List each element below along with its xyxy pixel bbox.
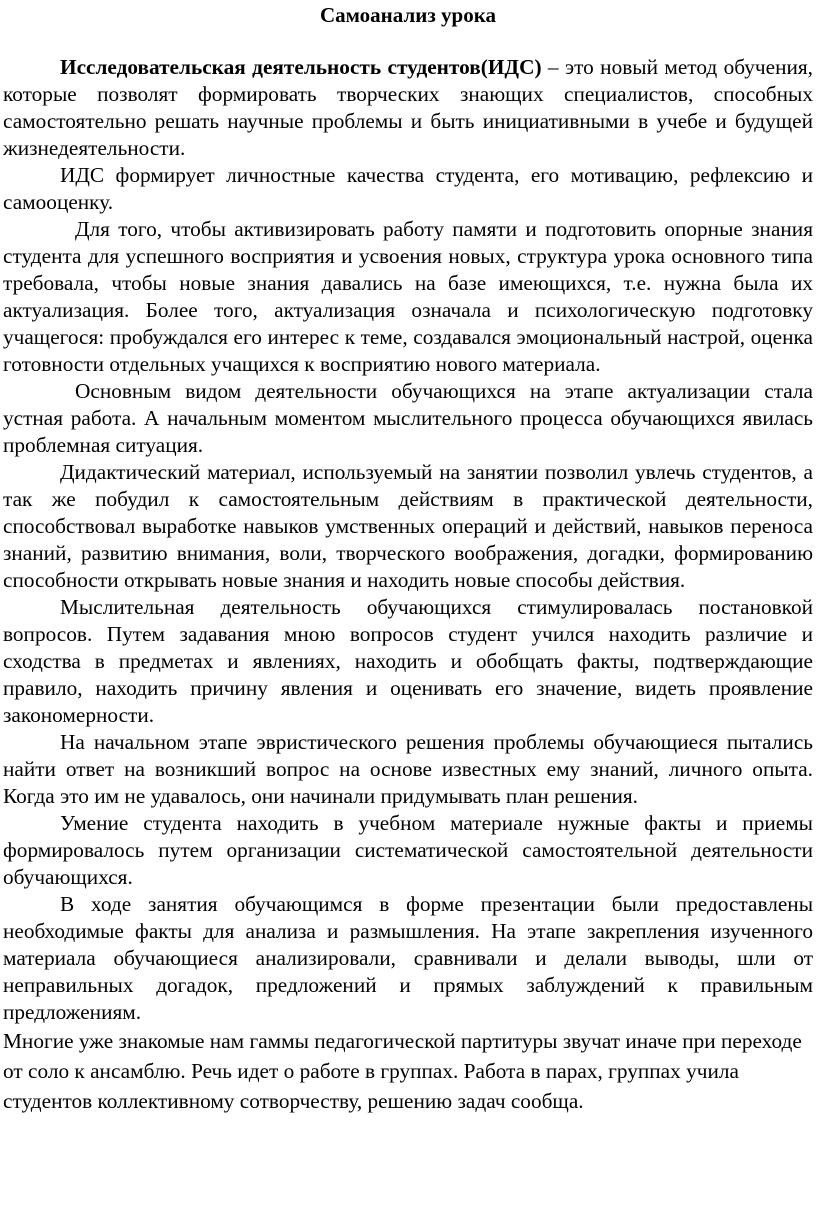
paragraph: Основным видом деятельности обучающихся на этапе актуализации стала устная работа. А начальным моментом мыслительного процесса обучающихся явилась проблемная ситуация. [3, 379, 813, 457]
paragraph-intro [3, 54, 813, 162]
paragraph: Умение студента находить в учебном материале нужные факты и приемы формировалось путем организации систематической самостоятельной деятельности обучающихся. [3, 811, 813, 889]
paragraph: На начальном этапе эвристического решения проблемы обучающиеся пытались найти ответ на возникший вопрос на основе известных ему знаний, личного опыта. Когда это им не удавалось, они начинали придумывать план решения. [3, 730, 813, 808]
paragraph: В ходе занятия обучающимся в форме презентации были предоставлены необходимые факты для анализа и размышления. На этапе закрепления изученного материала обучающиеся анализировали, сравнивали и делали выводы, шли от неправильных догадок, предложений и прямых заблуждений к правильным предложениям. [3, 892, 813, 1024]
paragraph: Дидактический материал, используемый на занятии позволил увлечь студентов, а так же побудил к самостоятельным действиям в практической деятельности, способствовал выработке навыков умственных операций и действий, навыков переноса знаний, развитию внимания, воли, творческого воображения, догадки, формированию способности открывать новые знания и находить новые способы действия. [3, 460, 813, 592]
paragraph: Мыслительная деятельность обучающихся стимулировалась постановкой вопросов. Путем задавания мною вопросов студент учился находить различие и сходства в предметах и явлениях, находить и обобщать факты, подтверждающие правило, находить причину явления и оценивать его значение, видеть проявление закономерности. [3, 595, 813, 727]
intro-lead-term: Исследовательская деятельность студентов(ИДС) [60, 55, 542, 79]
closing-paragraph: Многие уже знакомые нам гаммы педагогической партитуры звучат иначе при переходе от соло к ансамблю. Речь идет о работе в группах. Работа в парах, группах учила студентов коллективному сотворчеству, решению задач сообща. [3, 1029, 802, 1113]
document-title: Самоанализ урока [319, 3, 496, 27]
paragraph: ИДС формирует личностные качества студента, его мотивацию, рефлексию и самооценку. [3, 163, 813, 214]
intro-rest: – это новый метод обучения, которые позволят формировать творческих знающих специалистов, способных самостоятельно решать научные проблемы и быть инициативными в учебе и будущей жизнедеятельности. [3, 55, 813, 160]
paragraph: Для того, чтобы активизировать работу памяти и подготовить опорные знания студента для успешного восприятия и усвоения новых, структура урока основного типа требовала, чтобы новые знания давались на базе имеющихся, т.е. нужна была их актуализация. Более того, актуализация означала и психологическую подготовку учащегося: пробуждался его интерес к теме, создавался эмоциональный настрой, оценка готовности отдельных учащихся к восприятию нового материала. [3, 217, 813, 376]
